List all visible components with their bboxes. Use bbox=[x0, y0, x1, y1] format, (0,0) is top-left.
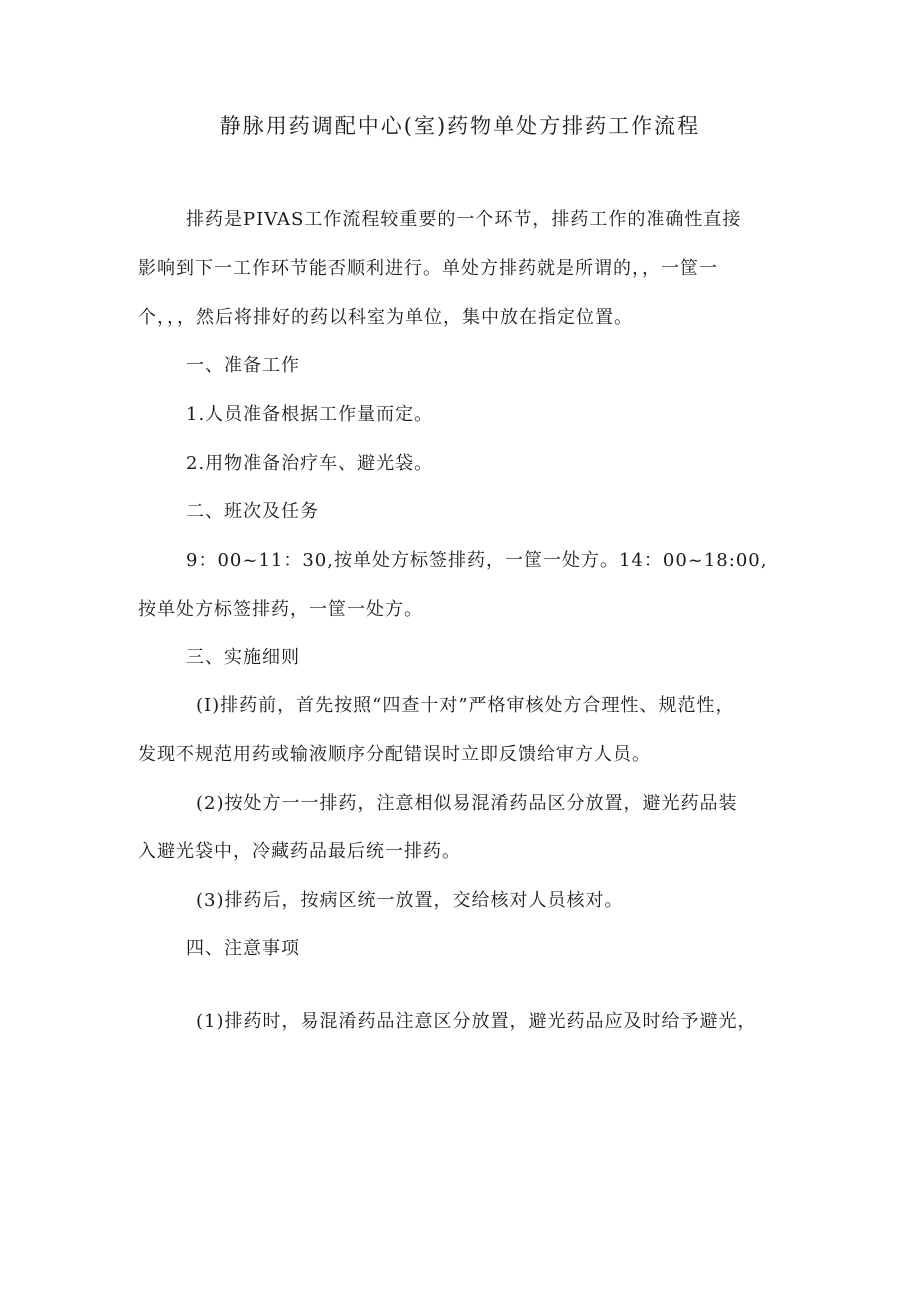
paragraph-line-shifts-1: 9：00~11：30,按单处方标签排药，一筐一处方。14：00~18:00, bbox=[186, 550, 768, 571]
paragraph-line-notes-1: (1)排药时，易混淆药品注意区分放置，避光药品应及时给予避光， bbox=[196, 1011, 757, 1032]
paragraph-line-details-2b: 入避光袋中，冷藏药品最后统一排药。 bbox=[138, 841, 461, 862]
section-heading-notes: 四、注意事项 bbox=[186, 938, 300, 959]
paragraph-line-intro-2: 影响到下一工作环节能否顺利进行。单处方排药就是所谓的，，一筐一 bbox=[138, 258, 718, 279]
paragraph-line-details-1a: (I)排药前，首先按照“四查十对”严格审核处方合理性、规范性， bbox=[196, 695, 735, 716]
paragraph-line-intro-1: 排药是PIVAS工作流程较重要的一个环节，排药工作的准确性直接 bbox=[186, 209, 742, 230]
section-heading-details: 三、实施细则 bbox=[186, 647, 300, 668]
paragraph-line-intro-3: 个，，，然后将排好的药以科室为单位，集中放在指定位置。 bbox=[138, 307, 633, 328]
list-item-supplies: 2.用物准备治疗车、避光袋。 bbox=[186, 453, 434, 474]
section-heading-preparation: 一、准备工作 bbox=[186, 355, 300, 376]
list-item-staff: 1.人员准备根据工作量而定。 bbox=[186, 404, 434, 425]
paragraph-line-details-2a: (2)按处方一一排药，注意相似易混淆药品区分放置，避光药品装 bbox=[196, 793, 738, 814]
paragraph-line-shifts-2: 按单处方标签排药，一筐一处方。 bbox=[138, 599, 423, 620]
section-heading-shifts: 二、班次及任务 bbox=[186, 501, 319, 522]
document-title: 静脉用药调配中心(室)药物单处方排药工作流程 bbox=[219, 114, 701, 138]
paragraph-line-details-1b: 发现不规范用药或输液顺序分配错误时立即反馈给审方人员。 bbox=[138, 744, 651, 765]
paragraph-line-details-3: (3)排药后，按病区统一放置，交给核对人员核对。 bbox=[196, 890, 624, 911]
